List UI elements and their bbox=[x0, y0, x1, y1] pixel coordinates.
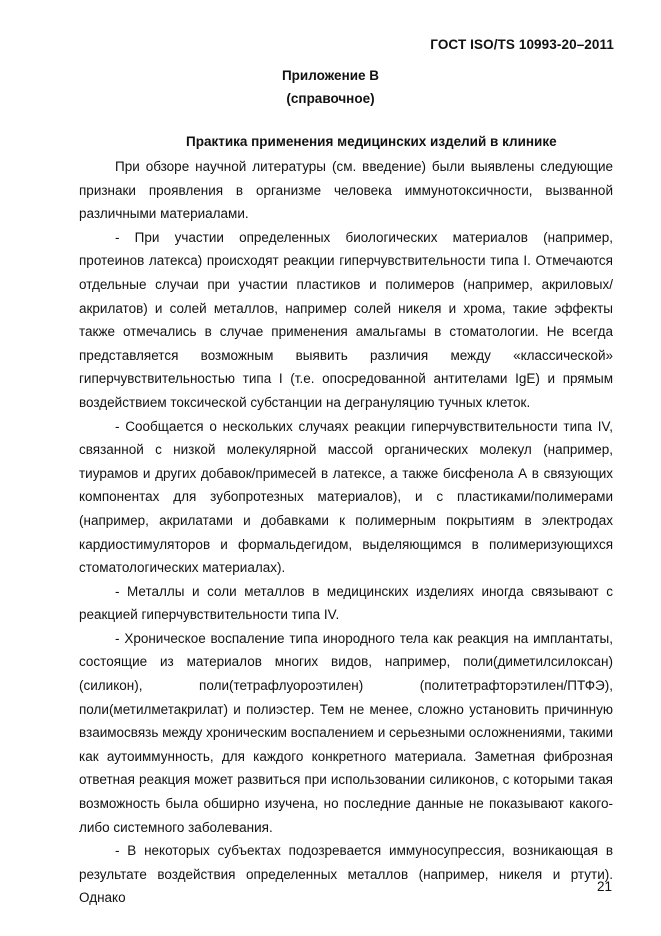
paragraph-type-iv: - Сообщается о нескольких случаях реакции гиперчувствительности типа IV, связанной с низкой молекулярной массой органических молекул (например, тиурамов и других добавок/примесей в латексе, а также бисфенола А в связующих компонентах для зубопротезных материалов), и с пластиками/полимерами (например, акрилатами и добавками к полимерным покрытиям в электродах кардиостимуляторов и формальдегидом, выделяющимся в полимеризующихся стоматологических материалах). bbox=[79, 418, 613, 576]
annex-title: Приложение В bbox=[281, 68, 380, 83]
paragraph-type-i: - При участии определенных биологических материалов (например, протеинов латекса) происходят реакции гиперчувствительности типа I. Отмечаются отдельные случаи при участии пластиков и полимеров (например, акриловых/акрилатов) и солей металлов, например солей никеля и хрома, такие эффекты также отмечались в случае применения амальгамы в стоматологии. Не всегда представляется возможным выявить различия между «классической» гиперчувствительностью типа I (т.е. опосредованной антителами IgE) и прямым воздействием токсической субстанции на дегрануляцию тучных клеток. bbox=[79, 229, 613, 410]
annex-subtitle: (справочное) bbox=[286, 91, 375, 106]
paragraph-inflammation: - Хроническое воспаление типа инородного тела как реакция на имплантаты, состоящие из материалов многих видов, например, поли(диметилсилоксан) (силикон), поли(тетрафлуороэтилен) (политетрафторэтилен/ПТФЭ), поли(метилметакрилат) и полиэстер. Тем не менее, сложно установить причинную взаимосвязь между хроническим воспалением и серьезными осложнениями, такими как аутоиммунность, для каждого конкретного материала. Заметная фиброзная ответная реакция может развиться при использовании силиконов, с которыми такая возможность была обширно изучена, но последние данные не показывают какого-либо системного заболевания. bbox=[79, 630, 614, 835]
section-title: Практика применения медицинских изделий в клинике bbox=[186, 134, 557, 149]
paragraph-intro: При обзоре научной литературы (см. введение) были выявлены следующие признаки проявления в организме человека иммунотоксичности, вызванной различными материалами. bbox=[79, 159, 613, 222]
paragraph-metals: - Металлы и соли металлов в медицинских изделиях иногда связывают с реакцией гиперчувствительности типа IV. bbox=[79, 583, 613, 623]
paragraph-immunosuppression: - В некоторых субъектах подозревается иммуносупрессия, возникающая в результате воздействия определенных металлов (например, никеля и ртути). Однако bbox=[79, 843, 613, 906]
page-number: 21 bbox=[596, 879, 612, 894]
standard-header: ГОСТ ISO/TS 10993-20–2011 bbox=[430, 37, 614, 52]
body-text bbox=[79, 155, 613, 910]
